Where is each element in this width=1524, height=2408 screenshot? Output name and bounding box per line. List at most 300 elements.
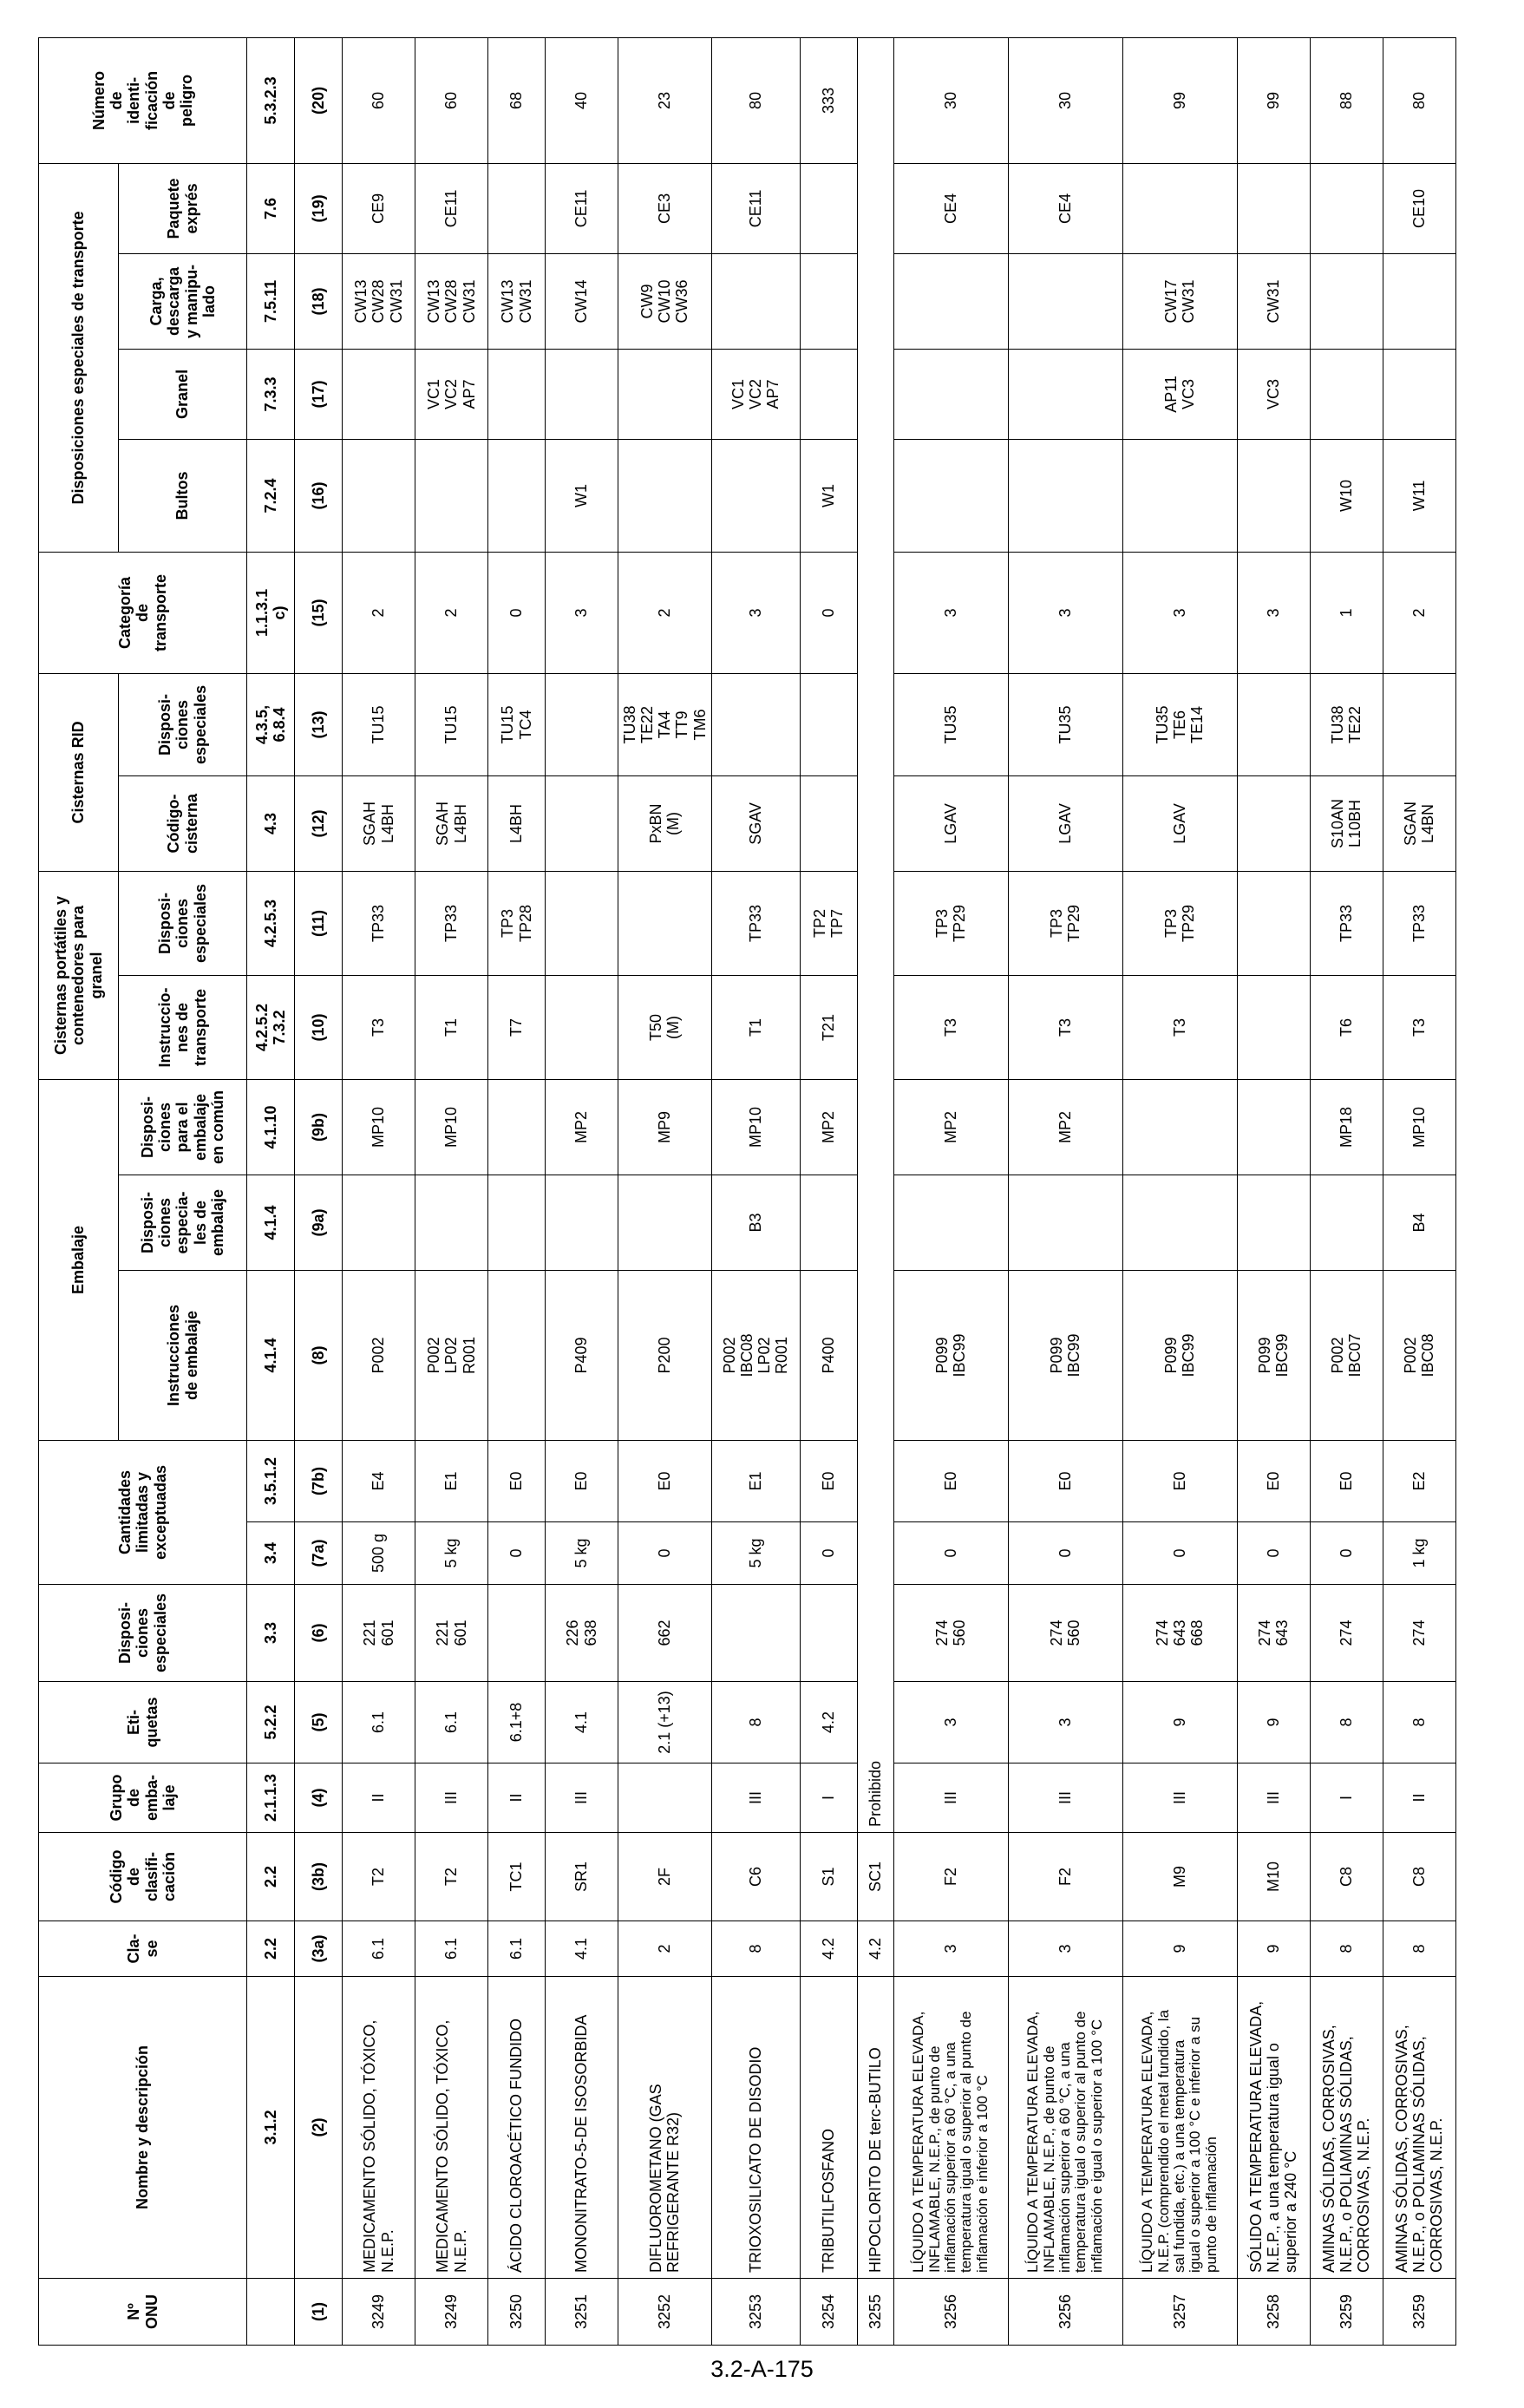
cell-c16 (1237, 439, 1310, 552)
cell-clase: 9 (1237, 1921, 1310, 1977)
cell-codigo: M10 (1237, 1833, 1310, 1921)
cell-c16 (893, 439, 1008, 552)
cell-clase: 4.1 (546, 1921, 618, 1977)
cell-c7b: E2 (1383, 1441, 1455, 1522)
cell-etiquetas: 6.1 (343, 1682, 415, 1763)
cell-codigo: T2 (343, 1833, 415, 1921)
cell-c12: LGAV (1122, 775, 1237, 871)
column-number-cell: (19) (295, 163, 343, 253)
cell-etiquetas: 9 (1122, 1682, 1237, 1763)
cell-c12 (800, 775, 857, 871)
cell-c7b: E0 (546, 1441, 618, 1522)
cell-c12: LGAV (893, 775, 1008, 871)
cell-c17: VC3 (1237, 349, 1310, 439)
table-row (618, 37, 712, 2345)
cell-onu: 3256 (1008, 2279, 1122, 2346)
cell-c13: TU15 (415, 673, 488, 775)
cell-de (488, 1585, 546, 1682)
header-cisternas-portatiles: Cisternas portátiles y contenedores para granel (39, 871, 119, 1079)
cell-c10 (1237, 975, 1310, 1079)
cell-etiquetas: 8 (1383, 1682, 1455, 1763)
header-grupo: Grupo de emba- laje (39, 1763, 247, 1833)
cell-c16 (1122, 439, 1237, 552)
cell-grupo: III (1237, 1763, 1310, 1833)
cell-c16: W11 (1383, 439, 1455, 552)
cell-c7b: E0 (488, 1441, 546, 1522)
cell-c13: TU15 (343, 673, 415, 775)
cell-c7a: 0 (893, 1522, 1008, 1585)
cell-name: SÓLIDO A TEMPERATURA ELEVADA, N.E.P., a una temperatura igual o superior a 240 °C (1237, 1977, 1310, 2279)
cell-name: MEDICAMENTO SÓLIDO, TÓXICO, N.E.P. (415, 1977, 488, 2279)
cell-c11 (1237, 871, 1310, 975)
reference-cell: 4.2.5.3 (247, 871, 295, 975)
cell-c18: CW13 CW28 CW31 (343, 253, 415, 349)
cell-codigo: T2 (415, 1833, 488, 1921)
cell-name: LÍQUIDO A TEMPERATURA ELEVADA, INFLAMABLE, N.E.P., de punto de inflamación superior a 60 °C, a una temperatura igual o superior al punto de inflamación e igual o superior a 100 °C (1008, 1977, 1122, 2279)
header-disposiciones-especiales-rid: Disposi- ciones especiales (119, 673, 247, 775)
cell-etiquetas: 8 (711, 1682, 800, 1763)
cell-c9b (488, 1079, 546, 1175)
cell-c7b: E0 (893, 1441, 1008, 1522)
cell-c13: TU35 TE6 TE14 (1122, 673, 1237, 775)
cell-c17 (1008, 349, 1122, 439)
reference-cell: 4.3.5, 6.8.4 (247, 673, 295, 775)
cell-c13: TU38 TE22 (1310, 673, 1383, 775)
cell-c10: T3 (893, 975, 1008, 1079)
cell-de: 226 638 (546, 1585, 618, 1682)
column-number-cell: (6) (295, 1585, 343, 1682)
cell-de: 274 (1383, 1585, 1455, 1682)
cell-codigo: F2 (893, 1833, 1008, 1921)
cell-onu: 3257 (1122, 2279, 1237, 2346)
cell-onu: 3252 (618, 2279, 712, 2346)
cell-c18 (893, 253, 1008, 349)
cell-c7a: 1 kg (1383, 1522, 1455, 1585)
reference-cell: 2.2 (247, 1833, 295, 1921)
cell-c18: CW31 (1237, 253, 1310, 349)
column-number-cell: (15) (295, 552, 343, 673)
cell-c20: 333 (800, 37, 857, 163)
cell-name: MEDICAMENTO SÓLIDO, TÓXICO, N.E.P. (343, 1977, 415, 2279)
cell-c7a: 0 (1122, 1522, 1237, 1585)
cell-c19: CE4 (893, 163, 1008, 253)
cell-c7b: E0 (1310, 1441, 1383, 1522)
cell-c10: T3 (343, 975, 415, 1079)
cell-c20: 23 (618, 37, 712, 163)
header-bultos: Bultos (119, 439, 247, 552)
header-nombre: Nombre y descripción (39, 1977, 247, 2279)
cell-c12: SGAH L4BH (343, 775, 415, 871)
cell-onu: 3253 (711, 2279, 800, 2346)
cell-c19: CE3 (618, 163, 712, 253)
header-clase: Cla- se (39, 1921, 247, 1977)
cell-c13: TU15 TC4 (488, 673, 546, 775)
table-row (1237, 37, 1310, 2345)
cell-etiquetas: 6.1+8 (488, 1682, 546, 1763)
cell-onu: 3251 (546, 2279, 618, 2346)
cell-c19: CE4 (1008, 163, 1122, 253)
header-granel: Granel (119, 349, 247, 439)
cell-c20: 40 (546, 37, 618, 163)
cell-c18: CW14 (546, 253, 618, 349)
cell-c12: SGAV (711, 775, 800, 871)
cell-c18: CW9 CW10 CW36 (618, 253, 712, 349)
cell-name: LÍQUIDO A TEMPERATURA ELEVADA, N.E.P. (comprendido el metal fundido, la sal fundida, etc.) a una temperatura igual o superior a 100 °C e inferior a su punto de inflamación (1122, 1977, 1237, 2279)
table-row-prohibited (857, 37, 893, 2345)
reference-cell: 4.1.4 (247, 1175, 295, 1271)
cell-grupo (618, 1763, 712, 1833)
column-number-cell: (9a) (295, 1175, 343, 1271)
cell-c12: SGAH L4BH (415, 775, 488, 871)
header-numero-peligro: Número de identi- ficación de peligro (39, 37, 247, 163)
cell-c19 (1237, 163, 1310, 253)
reference-cell: 3.1.2 (247, 1977, 295, 2279)
cell-de: 221 601 (415, 1585, 488, 1682)
prohibited-label: Prohibido (857, 37, 893, 1832)
cell-c20: 60 (343, 37, 415, 163)
cell-c15: 3 (546, 552, 618, 673)
cell-c11: TP33 (1310, 871, 1383, 975)
rid-dangerous-goods-table (38, 37, 1456, 2346)
cell-etiquetas: 8 (1310, 1682, 1383, 1763)
cell-codigo: SR1 (546, 1833, 618, 1921)
cell-c9a (1237, 1175, 1310, 1271)
cell-de: 221 601 (343, 1585, 415, 1682)
cell-c8: P002 IBC08 LP02 R001 (711, 1271, 800, 1441)
header-disposiciones-transporte: Disposiciones especiales de transporte (39, 163, 119, 552)
cell-onu: 3255 (857, 2279, 893, 2346)
cell-c15: 2 (415, 552, 488, 673)
cell-c7b: E0 (618, 1441, 712, 1522)
cell-c9b: MP9 (618, 1079, 712, 1175)
reference-cell (247, 2279, 295, 2346)
cell-c16: W10 (1310, 439, 1383, 552)
cell-c17 (343, 349, 415, 439)
column-number-cell: (12) (295, 775, 343, 871)
table-row (1310, 37, 1383, 2345)
cell-c9b (1122, 1079, 1237, 1175)
header-codigo: Código de clasifi- cación (39, 1833, 247, 1921)
cell-c18 (711, 253, 800, 349)
cell-c11: TP33 (1383, 871, 1455, 975)
cell-onu: 3249 (415, 2279, 488, 2346)
column-number-cell: (20) (295, 37, 343, 163)
cell-c15: 0 (800, 552, 857, 673)
cell-c7a: 5 kg (415, 1522, 488, 1585)
column-number-cell: (11) (295, 871, 343, 975)
cell-c8: P002 IBC08 (1383, 1271, 1455, 1441)
cell-c20: 80 (1383, 37, 1455, 163)
cell-c19 (1310, 163, 1383, 253)
cell-c9a (800, 1175, 857, 1271)
cell-c18: CW13 CW31 (488, 253, 546, 349)
cell-de: 662 (618, 1585, 712, 1682)
table-row (415, 37, 488, 2345)
column-number-cell: (16) (295, 439, 343, 552)
cell-onu: 3250 (488, 2279, 546, 2346)
cell-grupo: II (343, 1763, 415, 1833)
cell-de: 274 (1310, 1585, 1383, 1682)
cell-c7b: E1 (711, 1441, 800, 1522)
cell-c7a: 500 g (343, 1522, 415, 1585)
cell-grupo: III (546, 1763, 618, 1833)
cell-etiquetas: 6.1 (415, 1682, 488, 1763)
column-number-cell: (9b) (295, 1079, 343, 1175)
cell-c9b: MP2 (800, 1079, 857, 1175)
table-row (1008, 37, 1122, 2345)
cell-etiquetas: 4.2 (800, 1682, 857, 1763)
reference-cell: 4.3 (247, 775, 295, 871)
column-number-row (295, 37, 343, 2345)
cell-c19 (1122, 163, 1237, 253)
cell-c16 (618, 439, 712, 552)
cell-c10: T1 (711, 975, 800, 1079)
cell-c17 (893, 349, 1008, 439)
cell-c15: 1 (1310, 552, 1383, 673)
reference-cell: 4.1.4 (247, 1271, 295, 1441)
reference-cell: 1.1.3.1 c) (247, 552, 295, 673)
cell-name: TRIOXOSILICATO DE DISODIO (711, 1977, 800, 2279)
column-number-cell: (7a) (295, 1522, 343, 1585)
header-disposiciones-especiales-embalaje: Disposi- ciones especia- les de embalaje (119, 1175, 247, 1271)
cell-name: HIPOCLORITO DE terc-BUTILO (857, 1977, 893, 2279)
reference-cell: 3.4 (247, 1522, 295, 1585)
header-paquete: Paquete exprés (119, 163, 247, 253)
cell-codigo: F2 (1008, 1833, 1122, 1921)
cell-name: LÍQUIDO A TEMPERATURA ELEVADA, INFLAMABLE, N.E.P., de punto de inflamación superior a 60 °C, a una temperatura igual o superior al punto de inflamación e inferior a 100 °C (893, 1977, 1008, 2279)
cell-clase: 9 (1122, 1921, 1237, 1977)
cell-c11: TP3 TP29 (1008, 871, 1122, 975)
cell-onu: 3256 (893, 2279, 1008, 2346)
header-carga: Carga, descarga y manipu- lado (119, 253, 247, 349)
cell-c17: VC1 VC2 AP7 (415, 349, 488, 439)
cell-c18 (800, 253, 857, 349)
cell-c11: TP33 (415, 871, 488, 975)
cell-de: 274 560 (893, 1585, 1008, 1682)
cell-c12 (1237, 775, 1310, 871)
cell-c19: CE9 (343, 163, 415, 253)
cell-c7a: 0 (1310, 1522, 1383, 1585)
cell-name: MONONITRATO-5-DE ISOSORBIDA (546, 1977, 618, 2279)
cell-c8: P400 (800, 1271, 857, 1441)
cell-c11 (618, 871, 712, 975)
cell-c15: 3 (1237, 552, 1310, 673)
cell-codigo: C8 (1383, 1833, 1455, 1921)
reference-cell: 4.1.10 (247, 1079, 295, 1175)
cell-c9b: MP2 (1008, 1079, 1122, 1175)
cell-c9b (1237, 1079, 1310, 1175)
column-number-cell: (8) (295, 1271, 343, 1441)
cell-c13 (1383, 673, 1455, 775)
column-number-cell: (10) (295, 975, 343, 1079)
table-body (343, 37, 1456, 2345)
cell-c8: P002 (343, 1271, 415, 1441)
cell-etiquetas: 4.1 (546, 1682, 618, 1763)
cell-c20: 68 (488, 37, 546, 163)
cell-c9b: MP10 (415, 1079, 488, 1175)
table-row (546, 37, 618, 2345)
cell-c16: W1 (800, 439, 857, 552)
cell-c13 (546, 673, 618, 775)
cell-c9b: MP2 (893, 1079, 1008, 1175)
cell-c17 (488, 349, 546, 439)
cell-c18 (1383, 253, 1455, 349)
cell-codigo: 2F (618, 1833, 712, 1921)
cell-c19: CE10 (1383, 163, 1455, 253)
cell-c20: 30 (893, 37, 1008, 163)
reference-row (247, 37, 295, 2345)
column-number-cell: (3a) (295, 1921, 343, 1977)
cell-c10: T3 (1383, 975, 1455, 1079)
cell-c9b: MP10 (343, 1079, 415, 1175)
cell-c11: TP2 TP7 (800, 871, 857, 975)
reference-cell: 3.5.1.2 (247, 1441, 295, 1522)
cell-c18 (1310, 253, 1383, 349)
cell-c15: 0 (488, 552, 546, 673)
reference-cell: 3.3 (247, 1585, 295, 1682)
cell-c20: 99 (1237, 37, 1310, 163)
cell-c9a (546, 1175, 618, 1271)
cell-c7a: 5 kg (546, 1522, 618, 1585)
cell-c13: TU38 TE22 TA4 TT9 TM6 (618, 673, 712, 775)
cell-c20: 60 (415, 37, 488, 163)
cell-c8: P002 LP02 R001 (415, 1271, 488, 1441)
cell-clase: 8 (1310, 1921, 1383, 1977)
cell-c19 (800, 163, 857, 253)
cell-c17 (618, 349, 712, 439)
column-number-cell: (18) (295, 253, 343, 349)
cell-c12 (546, 775, 618, 871)
cell-c7a: 5 kg (711, 1522, 800, 1585)
cell-c8: P200 (618, 1271, 712, 1441)
cell-c11: TP3 TP28 (488, 871, 546, 975)
cell-c16 (488, 439, 546, 552)
cell-c12: LGAV (1008, 775, 1122, 871)
cell-c8: P409 (546, 1271, 618, 1441)
cell-c17: VC1 VC2 AP7 (711, 349, 800, 439)
cell-grupo: I (800, 1763, 857, 1833)
column-number-cell: (13) (295, 673, 343, 775)
cell-c12: PxBN (M) (618, 775, 712, 871)
cell-c12: S10AN L10BH (1310, 775, 1383, 871)
cell-clase: 3 (893, 1921, 1008, 1977)
cell-c15: 2 (343, 552, 415, 673)
cell-c7a: 0 (1237, 1522, 1310, 1585)
reference-cell: 2.1.1.3 (247, 1763, 295, 1833)
cell-c17 (546, 349, 618, 439)
header-codigo-cisterna: Código- cisterna (119, 775, 247, 871)
reference-cell: 2.2 (247, 1921, 295, 1977)
table-row (488, 37, 546, 2345)
cell-c9a (1008, 1175, 1122, 1271)
cell-c7a: 0 (618, 1522, 712, 1585)
cell-c19: CE11 (546, 163, 618, 253)
cell-c12: SGAN L4BN (1383, 775, 1455, 871)
cell-c16: W1 (546, 439, 618, 552)
cell-c16 (1008, 439, 1122, 552)
cell-c17 (1310, 349, 1383, 439)
cell-c16 (343, 439, 415, 552)
cell-grupo: III (1008, 1763, 1122, 1833)
cell-codigo: C8 (1310, 1833, 1383, 1921)
cell-c13: TU35 (1008, 673, 1122, 775)
cell-de (800, 1585, 857, 1682)
reference-cell: 5.2.2 (247, 1682, 295, 1763)
cell-c11: TP3 TP29 (893, 871, 1008, 975)
header-disposiciones-embalaje-comun: Disposi- ciones para el embalaje en común (119, 1079, 247, 1175)
cell-c17: AP11 VC3 (1122, 349, 1237, 439)
cell-etiquetas: 9 (1237, 1682, 1310, 1763)
cell-c9b: MP2 (546, 1079, 618, 1175)
cell-codigo: TC1 (488, 1833, 546, 1921)
cell-c8: P099 IBC99 (893, 1271, 1008, 1441)
cell-c10: T3 (1008, 975, 1122, 1079)
table-header (39, 37, 343, 2345)
cell-c15: 3 (893, 552, 1008, 673)
cell-clase: 4.2 (857, 1921, 893, 1977)
cell-c18: CW13 CW28 CW31 (415, 253, 488, 349)
cell-c15: 3 (711, 552, 800, 673)
cell-c10: T6 (1310, 975, 1383, 1079)
header-etiquetas: Eti- quetas (39, 1682, 247, 1763)
cell-c20: 88 (1310, 37, 1383, 163)
reference-cell: 5.3.2.3 (247, 37, 295, 163)
cell-c8: P002 IBC07 (1310, 1271, 1383, 1441)
cell-de: 274 643 668 (1122, 1585, 1237, 1682)
cell-c7a: 0 (488, 1522, 546, 1585)
cell-etiquetas: 2.1 (+13) (618, 1682, 712, 1763)
cell-etiquetas: 3 (893, 1682, 1008, 1763)
cell-c9a (618, 1175, 712, 1271)
cell-grupo: II (1383, 1763, 1455, 1833)
table-row (1122, 37, 1237, 2345)
column-number-cell: (7b) (295, 1441, 343, 1522)
cell-c8: P099 IBC99 (1237, 1271, 1310, 1441)
column-number-cell: (1) (295, 2279, 343, 2346)
cell-c10 (546, 975, 618, 1079)
cell-c11: TP3 TP29 (1122, 871, 1237, 975)
cell-c19 (488, 163, 546, 253)
cell-onu: 3259 (1310, 2279, 1383, 2346)
cell-c7a: 0 (1008, 1522, 1122, 1585)
cell-c10: T50 (M) (618, 975, 712, 1079)
cell-c9a: B3 (711, 1175, 800, 1271)
cell-c12: L4BH (488, 775, 546, 871)
cell-de: 274 643 (1237, 1585, 1310, 1682)
header-cisternas-rid: Cisternas RID (39, 673, 119, 871)
cell-grupo: III (415, 1763, 488, 1833)
cell-name: AMINAS SÓLIDAS, CORROSIVAS, N.E.P., o POLIAMINAS SÓLIDAS, CORROSIVAS, N.E.P. (1310, 1977, 1383, 2279)
reference-cell: 7.5.11 (247, 253, 295, 349)
cell-name: DIFLUOROMETANO (GAS REFRIGERANTE R32) (618, 1977, 712, 2279)
cell-c9a (415, 1175, 488, 1271)
cell-grupo: III (1122, 1763, 1237, 1833)
column-number-cell: (4) (295, 1763, 343, 1833)
cell-c13 (1237, 673, 1310, 775)
reference-cell: 7.2.4 (247, 439, 295, 552)
cell-c17 (800, 349, 857, 439)
cell-c20: 80 (711, 37, 800, 163)
cell-c13: TU35 (893, 673, 1008, 775)
cell-c9a (893, 1175, 1008, 1271)
cell-c8: P099 IBC99 (1008, 1271, 1122, 1441)
cell-clase: 3 (1008, 1921, 1122, 1977)
cell-c7b: E0 (1122, 1441, 1237, 1522)
cell-c10: T21 (800, 975, 857, 1079)
cell-grupo: III (711, 1763, 800, 1833)
cell-name: TRIBUTILFOSFANO (800, 1977, 857, 2279)
cell-codigo: SC1 (857, 1833, 893, 1921)
